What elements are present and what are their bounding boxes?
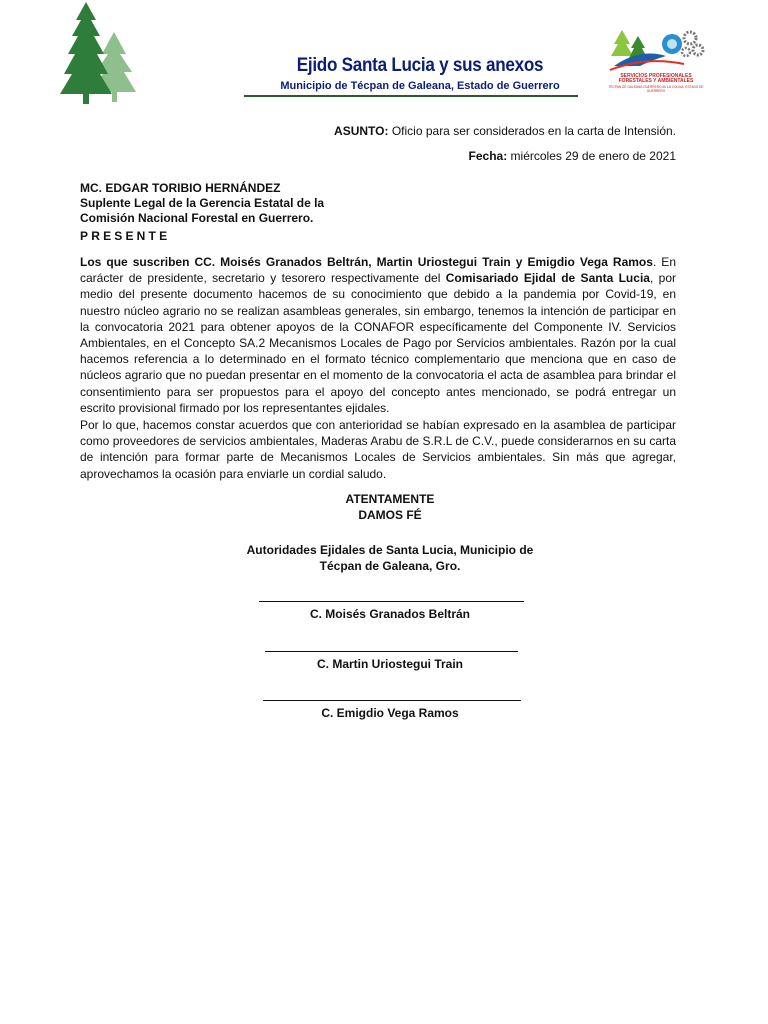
addressee-name: MC. EDGAR TORIBIO HERNÁNDEZ [80,181,281,195]
signature-line [259,601,524,602]
fecha-text: miércoles 29 de enero de 2021 [507,149,676,163]
pine-trees-icon [54,2,140,104]
body-text-1a: . En carácter de presidente, secretario y tesorero respectivamente del [80,255,676,286]
signatory-name: C. Martin Uriostegui Train [316,657,463,671]
signature-line [265,651,518,652]
atentamente-label: ATENTAMENTE [345,492,435,506]
authorities-line2: Técpan de Galeana, Gro. [319,559,461,573]
signers-intro: Los que suscriben CC. Moisés Granados Beltrán, Martin Uriostegui Train y Emigdio Vega Ramos [80,255,653,269]
addressee-block [80,181,324,226]
addressee-position: Suplente Legal de la Gerencia Estatal de la [80,196,325,210]
logo-small-text: TÉCPAN DE GALEANA GUERRERO AV LA COLINA, ESTADO DE GUERRERO [608,85,704,93]
damos-fe-label: DAMOS FÉ [358,508,422,522]
comisariado-name: Comisariado Ejidal de Santa Lucia [445,271,650,286]
body-text-1b: , por medio del presente documento hacemos de su conocimiento que debido a la pandemia por Covid-19, en nuestro núcleo agrario no se realizan asambleas generales, sin embargo, tenemos la intención de participar en la convocatoria 2021 para obtener apoyos de la CONAFOR específicamente del Componente IV. Servicios Ambientales, en el Concepto SA.2 Mecanismos Locales de Pago por Servicios ambientales. Razón por la cual hacemos referencia a lo determinado en el formato técnico complementario que menciona que en caso de núcleos agrario que no puedan presentar en el momento de la convocatoria el acta de asamblea para brindar el consentimiento para ser propuestos para el apoyo del concepto antes mencionado, se podrá entregar un escrito provisional firmado por los representantes ejidales. [80,271,676,415]
document-subtitle: Municipio de Técpan de Galeana, Estado de Guerrero [280,80,560,92]
forest-services-logo-icon [600,26,712,96]
signature-line [263,700,521,701]
logo-text-line1: SERVICIOS PROFESIONALES [620,73,692,79]
fecha-label: Fecha: [468,149,508,163]
asunto-text: Oficio para ser considerados en la carta de Intensión. [388,124,676,138]
asunto-label: ASUNTO: [334,124,389,138]
authorities-block [240,542,540,574]
document-title: Ejido Santa Lucia y sus anexos [296,55,544,76]
body-paragraph-1 [80,254,676,416]
presente-label: PRESENTE [80,229,171,243]
authorities-line1: Autoridades Ejidales de Santa Lucia, Municipio de [246,543,534,557]
signatory-name: C. Moisés Granados Beltrán [309,607,471,621]
addressee-institution: Comisión Nacional Forestal en Guerrero. [80,211,314,225]
signatory-name: C. Emigdio Vega Ramos [321,706,459,720]
header-divider [244,95,578,97]
body-paragraph-2: Por lo que, hacemos constar acuerdos que con anterioridad se habían expresado en la asamblea de participar como proveedores de servicios ambientales, Maderas Arabu de S.R.L de C.V., puede considerarnos en su carta de intención para formar parte de Mecanismos Locales de Servicios ambientales. Sin más que agregar, aprovechamos la ocasión para enviarle un cordial saludo. [80,418,676,481]
fecha-line [469,149,676,163]
asunto-line [334,124,676,138]
logo-text-line2: FORESTALES Y AMBIENTALES [618,78,694,84]
